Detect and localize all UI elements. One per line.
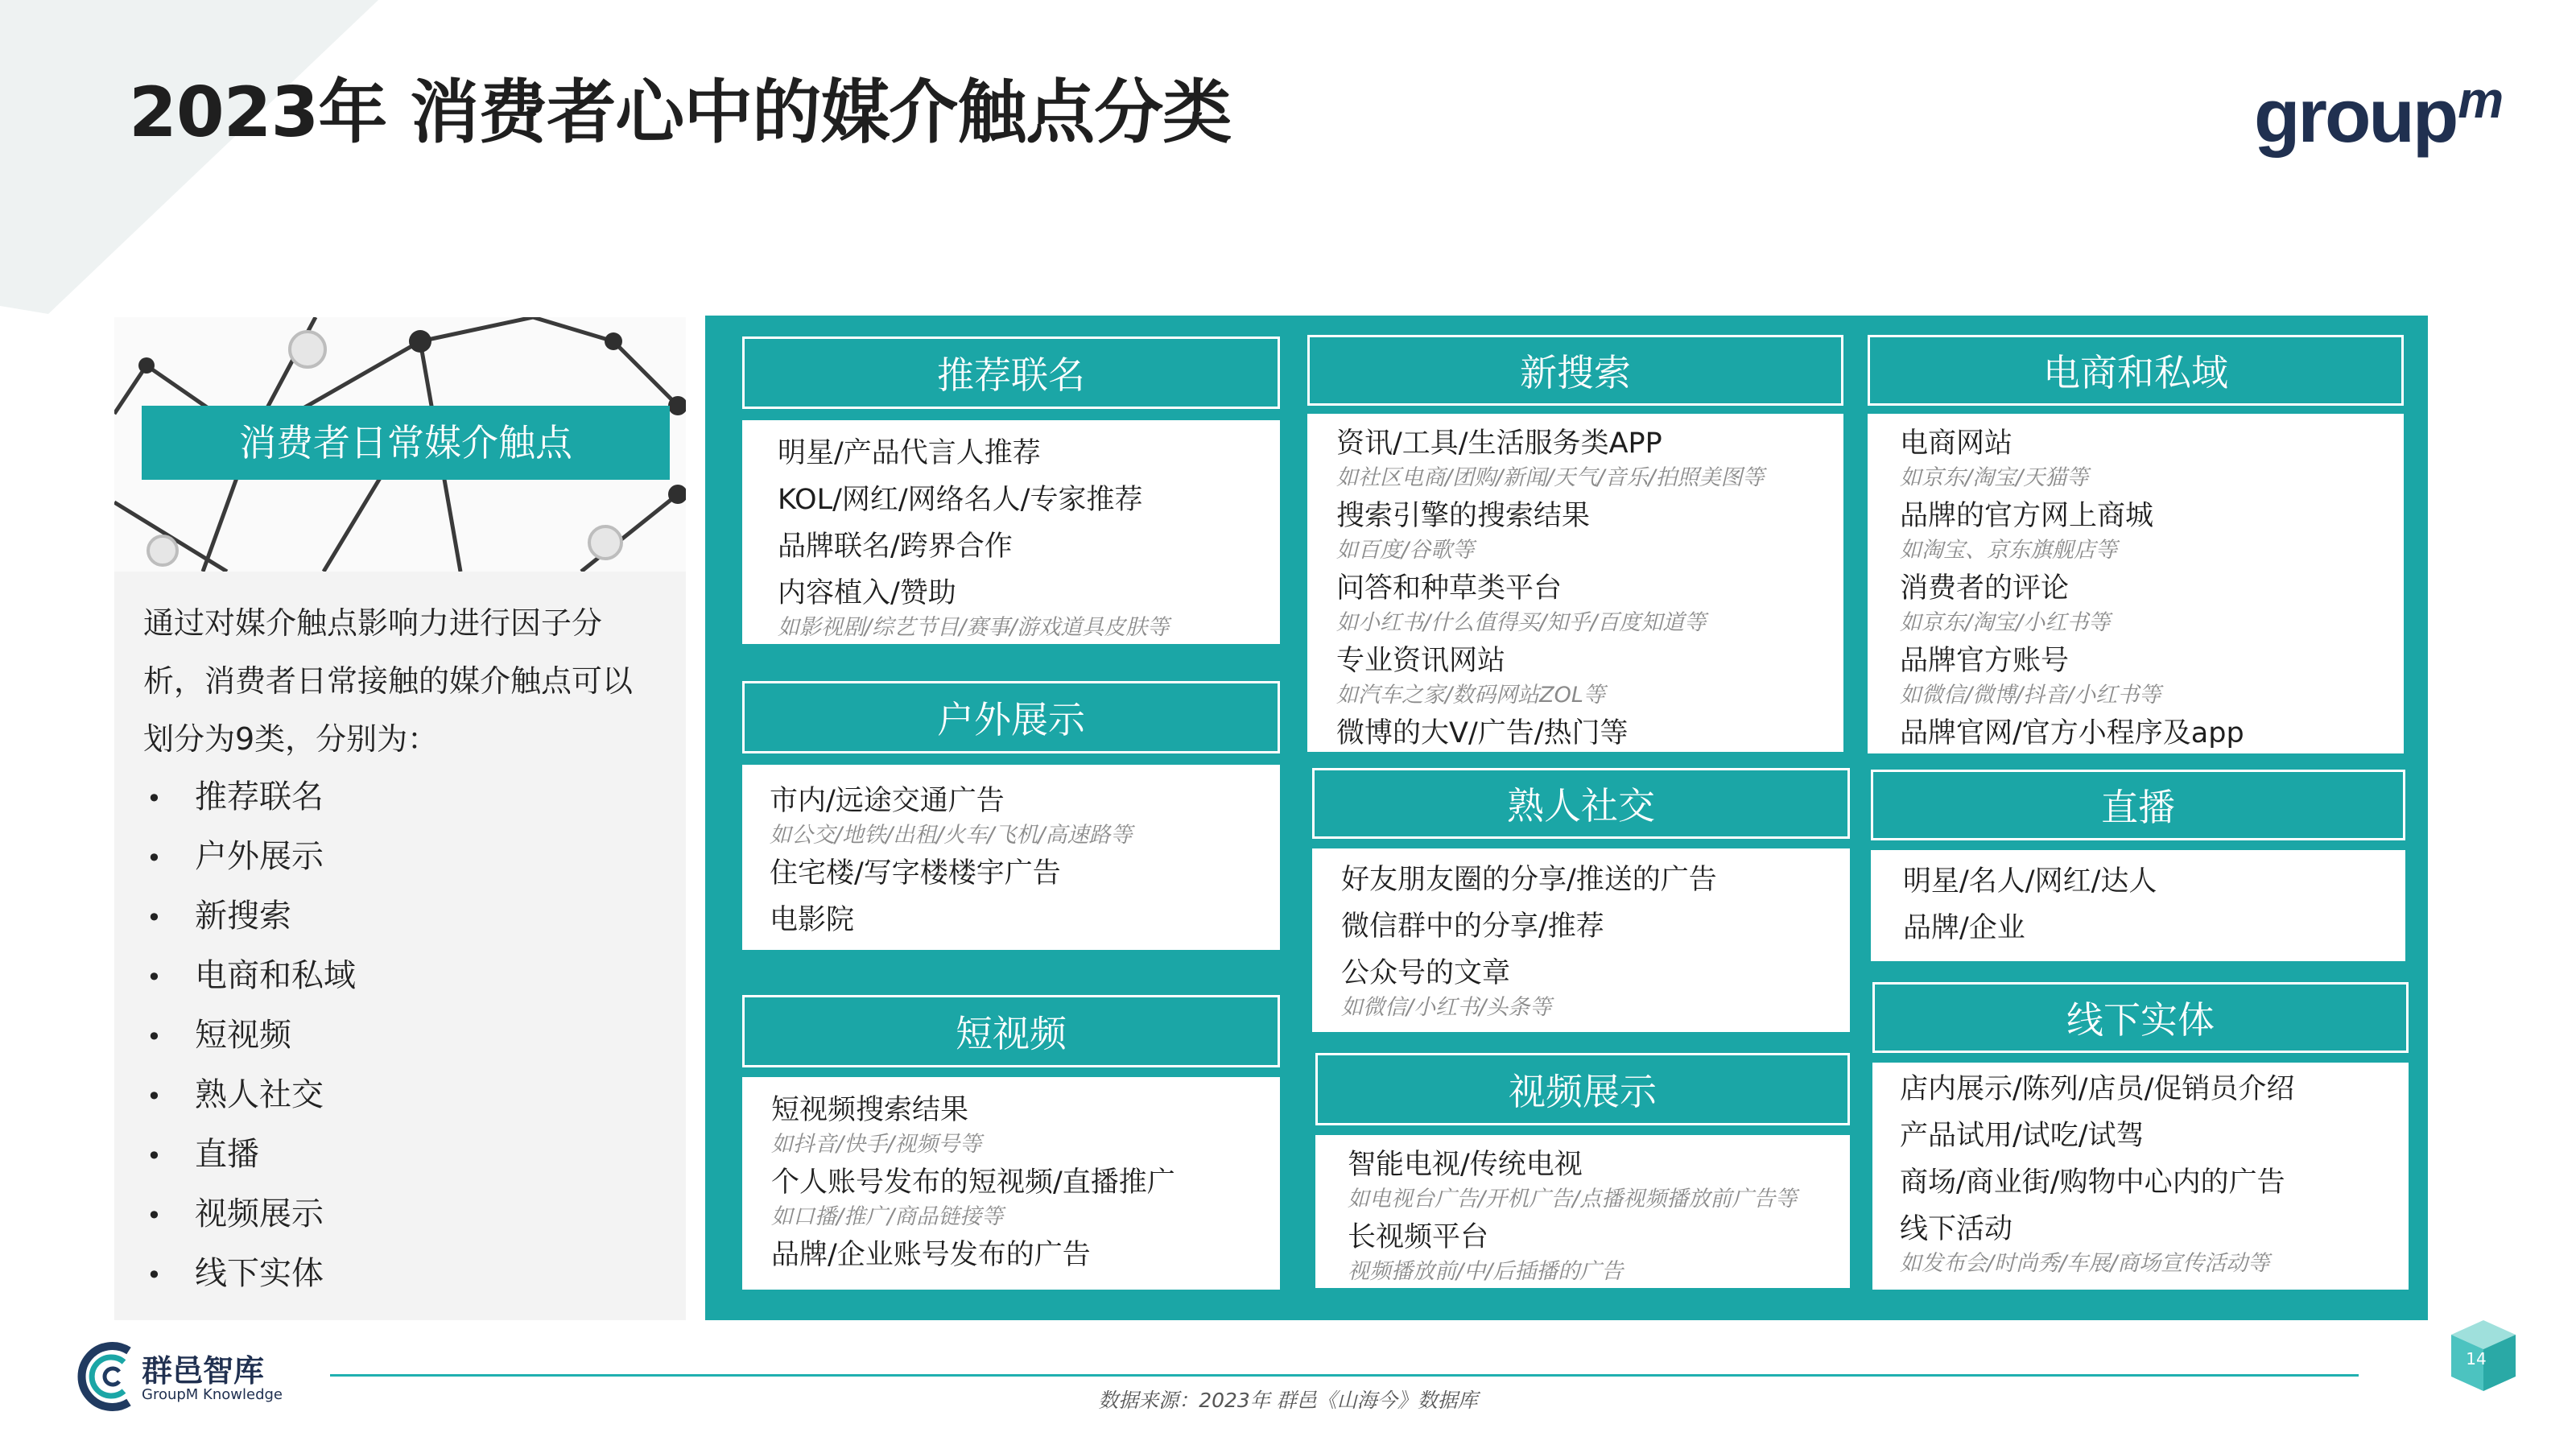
consumer-touchpoints-label: 消费者日常媒介触点 <box>142 406 670 480</box>
header-search: 新搜索 <box>1307 335 1843 406</box>
header-video-display: 视频展示 <box>1315 1053 1850 1125</box>
box-ecommerce <box>1868 414 2404 753</box>
list-item: 微博的大V/广告/热门等 <box>1336 717 1629 749</box>
list-item: 长视频平台 视频播放前/中/后插播的广告 <box>1348 1221 1624 1284</box>
header-offline: 线下实体 <box>1872 982 2409 1053</box>
box-video-display <box>1315 1135 1850 1288</box>
list-item: 公众号的文章 如微信/小红书/头条等 <box>1341 957 1552 1020</box>
list-item: 电影院 <box>770 904 855 936</box>
list-item: 微信群中的分享/推荐 <box>1341 910 1604 943</box>
list-item: 个人账号发布的短视频/直播推广 如口播/推广/商品链接等 <box>771 1166 1175 1229</box>
header-social: 熟人社交 <box>1312 768 1850 839</box>
list-item: KOL/网红/网络名人/专家推荐 <box>778 484 1143 516</box>
footer-divider <box>330 1374 2359 1377</box>
list-item: 品牌/企业 <box>1903 912 2025 944</box>
data-source: 数据来源：2023年 群邑《山海今》数据库 <box>1098 1389 1478 1412</box>
list-item: 消费者的评论 如京东/淘宝/小红书等 <box>1900 572 2111 635</box>
list-item: 问答和种草类平台 如小红书/什么值得买/知乎/百度知道等 <box>1336 572 1707 635</box>
list-item: • 短视频 <box>147 1017 291 1054</box>
list-item: 明星/产品代言人推荐 <box>778 437 1041 469</box>
box-offline <box>1872 1063 2409 1290</box>
list-item: 好友朋友圈的分享/推送的广告 <box>1341 864 1717 896</box>
list-item: • 直播 <box>147 1136 259 1173</box>
list-item: 住宅楼/写字楼楼宇广告 <box>770 857 1061 890</box>
groupm-logo-text: group <box>2254 73 2457 158</box>
category-list <box>143 768 657 1304</box>
groupm-logo-m: m <box>2458 71 2502 129</box>
list-item: 品牌联名/跨界合作 <box>778 530 1013 563</box>
list-item: • 电商和私域 <box>147 957 356 994</box>
page-number: 14 <box>2466 1349 2487 1368</box>
box-recommend <box>742 420 1280 644</box>
list-item: 市内/远途交通广告 如公交/地铁/出租/火车/飞机/高速路等 <box>770 785 1133 848</box>
groupm-knowledge-logo-en: GroupM Knowledge <box>142 1386 283 1403</box>
list-item: 产品试用/试吃/试驾 <box>1900 1120 2145 1152</box>
list-item: • 新搜索 <box>147 898 291 935</box>
groupm-logo <box>2254 72 2501 159</box>
list-item: 搜索引擎的搜索结果 如百度/谷歌等 <box>1336 500 1591 563</box>
list-item: • 视频展示 <box>147 1195 324 1232</box>
list-item: 品牌的官方网上商城 如淘宝、京东旗舰店等 <box>1900 500 2154 563</box>
list-item: • 户外展示 <box>147 838 324 875</box>
list-item: 商场/商业街/购物中心内的广告 <box>1900 1166 2285 1199</box>
groupm-knowledge-logo-cn: 群邑智库 <box>142 1353 265 1389</box>
list-item: • 熟人社交 <box>147 1076 324 1113</box>
list-item: 智能电视/传统电视 如电视台广告/开机广告/点播视频播放前广告等 <box>1348 1149 1798 1212</box>
box-social <box>1312 848 1850 1032</box>
box-live <box>1871 850 2405 961</box>
list-item: 资讯/工具/生活服务类APP 如社区电商/团购/新闻/天气/音乐/拍照美图等 <box>1336 427 1765 490</box>
list-item: 电商网站 如京东/淘宝/天猫等 <box>1900 427 2089 490</box>
list-item: 品牌官方账号 如微信/微博/抖音/小红书等 <box>1900 645 2161 708</box>
left-description-panel <box>114 572 686 1320</box>
page-title: 2023年 消费者心中的媒介触点分类 <box>129 72 1232 153</box>
header-ecommerce: 电商和私域 <box>1868 335 2404 406</box>
list-item: 线下活动 如发布会/时尚秀/车展/商场宣传活动等 <box>1900 1213 2270 1276</box>
list-item: 品牌官网/官方小程序及app <box>1900 717 2244 749</box>
box-short-video <box>742 1077 1280 1290</box>
list-item: 短视频搜索结果 如抖音/快手/视频号等 <box>771 1094 982 1157</box>
list-item: 明星/名人/网红/达人 <box>1903 865 2157 898</box>
header-live: 直播 <box>1871 770 2405 840</box>
list-item: 品牌/企业账号发布的广告 <box>771 1239 1091 1271</box>
header-recommend: 推荐联名 <box>742 336 1280 409</box>
list-item: • 线下实体 <box>147 1255 324 1292</box>
box-outdoor <box>742 765 1280 950</box>
intro-text: 通过对媒介触点影响力进行因子分析，消费者日常接触的媒介触点可以划分为9类，分别为： <box>143 605 634 757</box>
header-outdoor: 户外展示 <box>742 681 1280 753</box>
list-item: 店内展示/陈列/店员/促销员介绍 <box>1900 1073 2295 1105</box>
header-short-video: 短视频 <box>742 995 1280 1067</box>
list-item: • 推荐联名 <box>147 778 324 815</box>
corner-decoration <box>0 0 386 322</box>
list-item: 内容植入/赞助 如影视剧/综艺节目/赛事/游戏道具皮肤等 <box>778 577 1170 640</box>
box-search <box>1307 414 1843 752</box>
list-item: 专业资讯网站 如汽车之家/数码网站ZOL等 <box>1336 645 1605 708</box>
